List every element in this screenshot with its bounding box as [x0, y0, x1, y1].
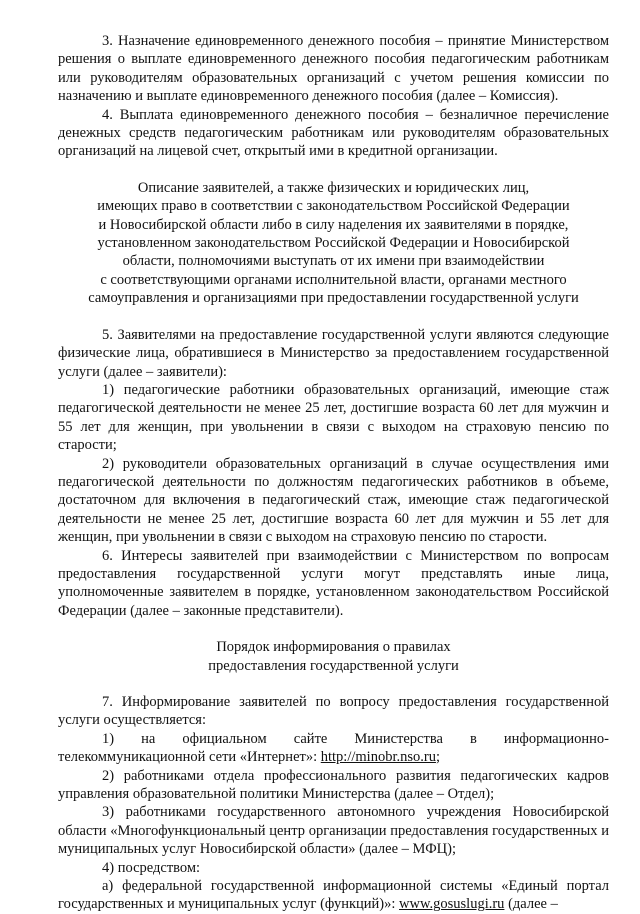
- item-end: (далее –: [504, 896, 558, 913]
- paragraph-5: 5. Заявителями на предоставление государственной услуги являются следующие физические лица, обратившиеся в Министерство за предоставлением государственной услуги (далее – заявители):: [58, 326, 609, 380]
- paragraph-6: 6. Интересы заявителей при взаимодействии с Министерством по вопросам предоставления государственной услуги могут представлять иные лица, уполномоченные заявителем в порядке, установленном законодательством Российской Федерации (далее – законные представители).: [58, 547, 609, 619]
- heading-line: предоставления государственной услуги: [208, 657, 459, 674]
- paragraph-5-item-1: 1) педагогические работники образовательных организаций, имеющие стаж педагогической деятельности не менее 25 лет, достигшие возраста 60 лет для мужчин и 55 лет для женщин, при увольнении в связи с выходом на страховую пенсию по старости;: [58, 381, 609, 454]
- paragraph-7: 7. Информирование заявителей по вопросу предоставления государственной услуги осуществляется:: [58, 694, 609, 729]
- heading-line: области, полномочиями выступать от их имени при взаимодействии: [122, 253, 545, 270]
- heading-line: Описание заявителей, а также физических и юридических лиц,: [137, 179, 530, 196]
- paragraph-7-item-3: 3) работниками государственного автономного учреждения Новосибирской области «Многофункциональный центр организации предоставления государственных и муниципальных услуг Новосибирской области» (далее – МФЦ);: [58, 804, 609, 858]
- paragraph-7-item-4a: [58, 877, 609, 914]
- item-text: а) федеральной государственной информационной системы «Единый портал государственных и муниципальных услуг (функций)»:: [58, 878, 609, 913]
- heading-line: и Новосибирской области либо в силу наделения их заявителями в порядке,: [98, 216, 569, 233]
- ministry-site-link[interactable]: http://minobr.nso.ru: [320, 749, 436, 766]
- paragraph-7-item-4: 4) посредством:: [102, 859, 201, 876]
- gosuslugi-link[interactable]: www.gosuslugi.ru: [399, 896, 505, 913]
- item-text: 1) на официальном сайте Министерства в информационно-телекоммуникационной сети «Интернет»:: [58, 730, 609, 766]
- heading-line: имеющих право в соответствии с законодательством Российской Федерации: [97, 198, 570, 215]
- section-heading-informing: [58, 638, 609, 675]
- heading-line: Порядок информирования о правилах: [216, 639, 451, 656]
- paragraph-5-item-2: 2) руководители образовательных организаций в случае осуществления ими педагогической деятельности по должностям педагогических работников в объеме, достаточном для включения в педагогический стаж, имеющие стаж педагогической деятельности не менее 25 лет, достигшие возраста 60 лет для мужчин и 55 лет для женщин, при увольнении в связи с выходом на страховую пенсию по старости.: [58, 455, 609, 546]
- paragraph-4: 4. Выплата единовременного денежного пособия – безналичное перечисление денежных средств педагогическим работникам или руководителям образовательных организаций на лицевой счет, открытый ими в кредитной организации.: [58, 106, 609, 160]
- paragraph-7-item-2: 2) работниками отдела профессионального развития педагогических кадров управления образовательной политики Министерства (далее – Отдел);: [58, 767, 609, 803]
- heading-line: самоуправления и организациями при предоставлении государственной услуги: [88, 290, 579, 307]
- heading-line: с соответствующими органами исполнительной власти, органами местного: [100, 271, 567, 288]
- paragraph-7-item-1: [58, 730, 609, 767]
- paragraph-3: 3. Назначение единовременного денежного пособия – принятие Министерством решения о выплате единовременного денежного пособия педагогическим работникам или руководителям образовательных организаций с учетом решения комиссии по назначению и выплате единовременного денежного пособия (далее – Комиссия).: [58, 33, 609, 105]
- heading-line: установленном законодательством Российской Федерации и Новосибирской: [97, 235, 570, 252]
- item-end: ;: [435, 749, 440, 766]
- section-heading-applicants: [58, 179, 609, 308]
